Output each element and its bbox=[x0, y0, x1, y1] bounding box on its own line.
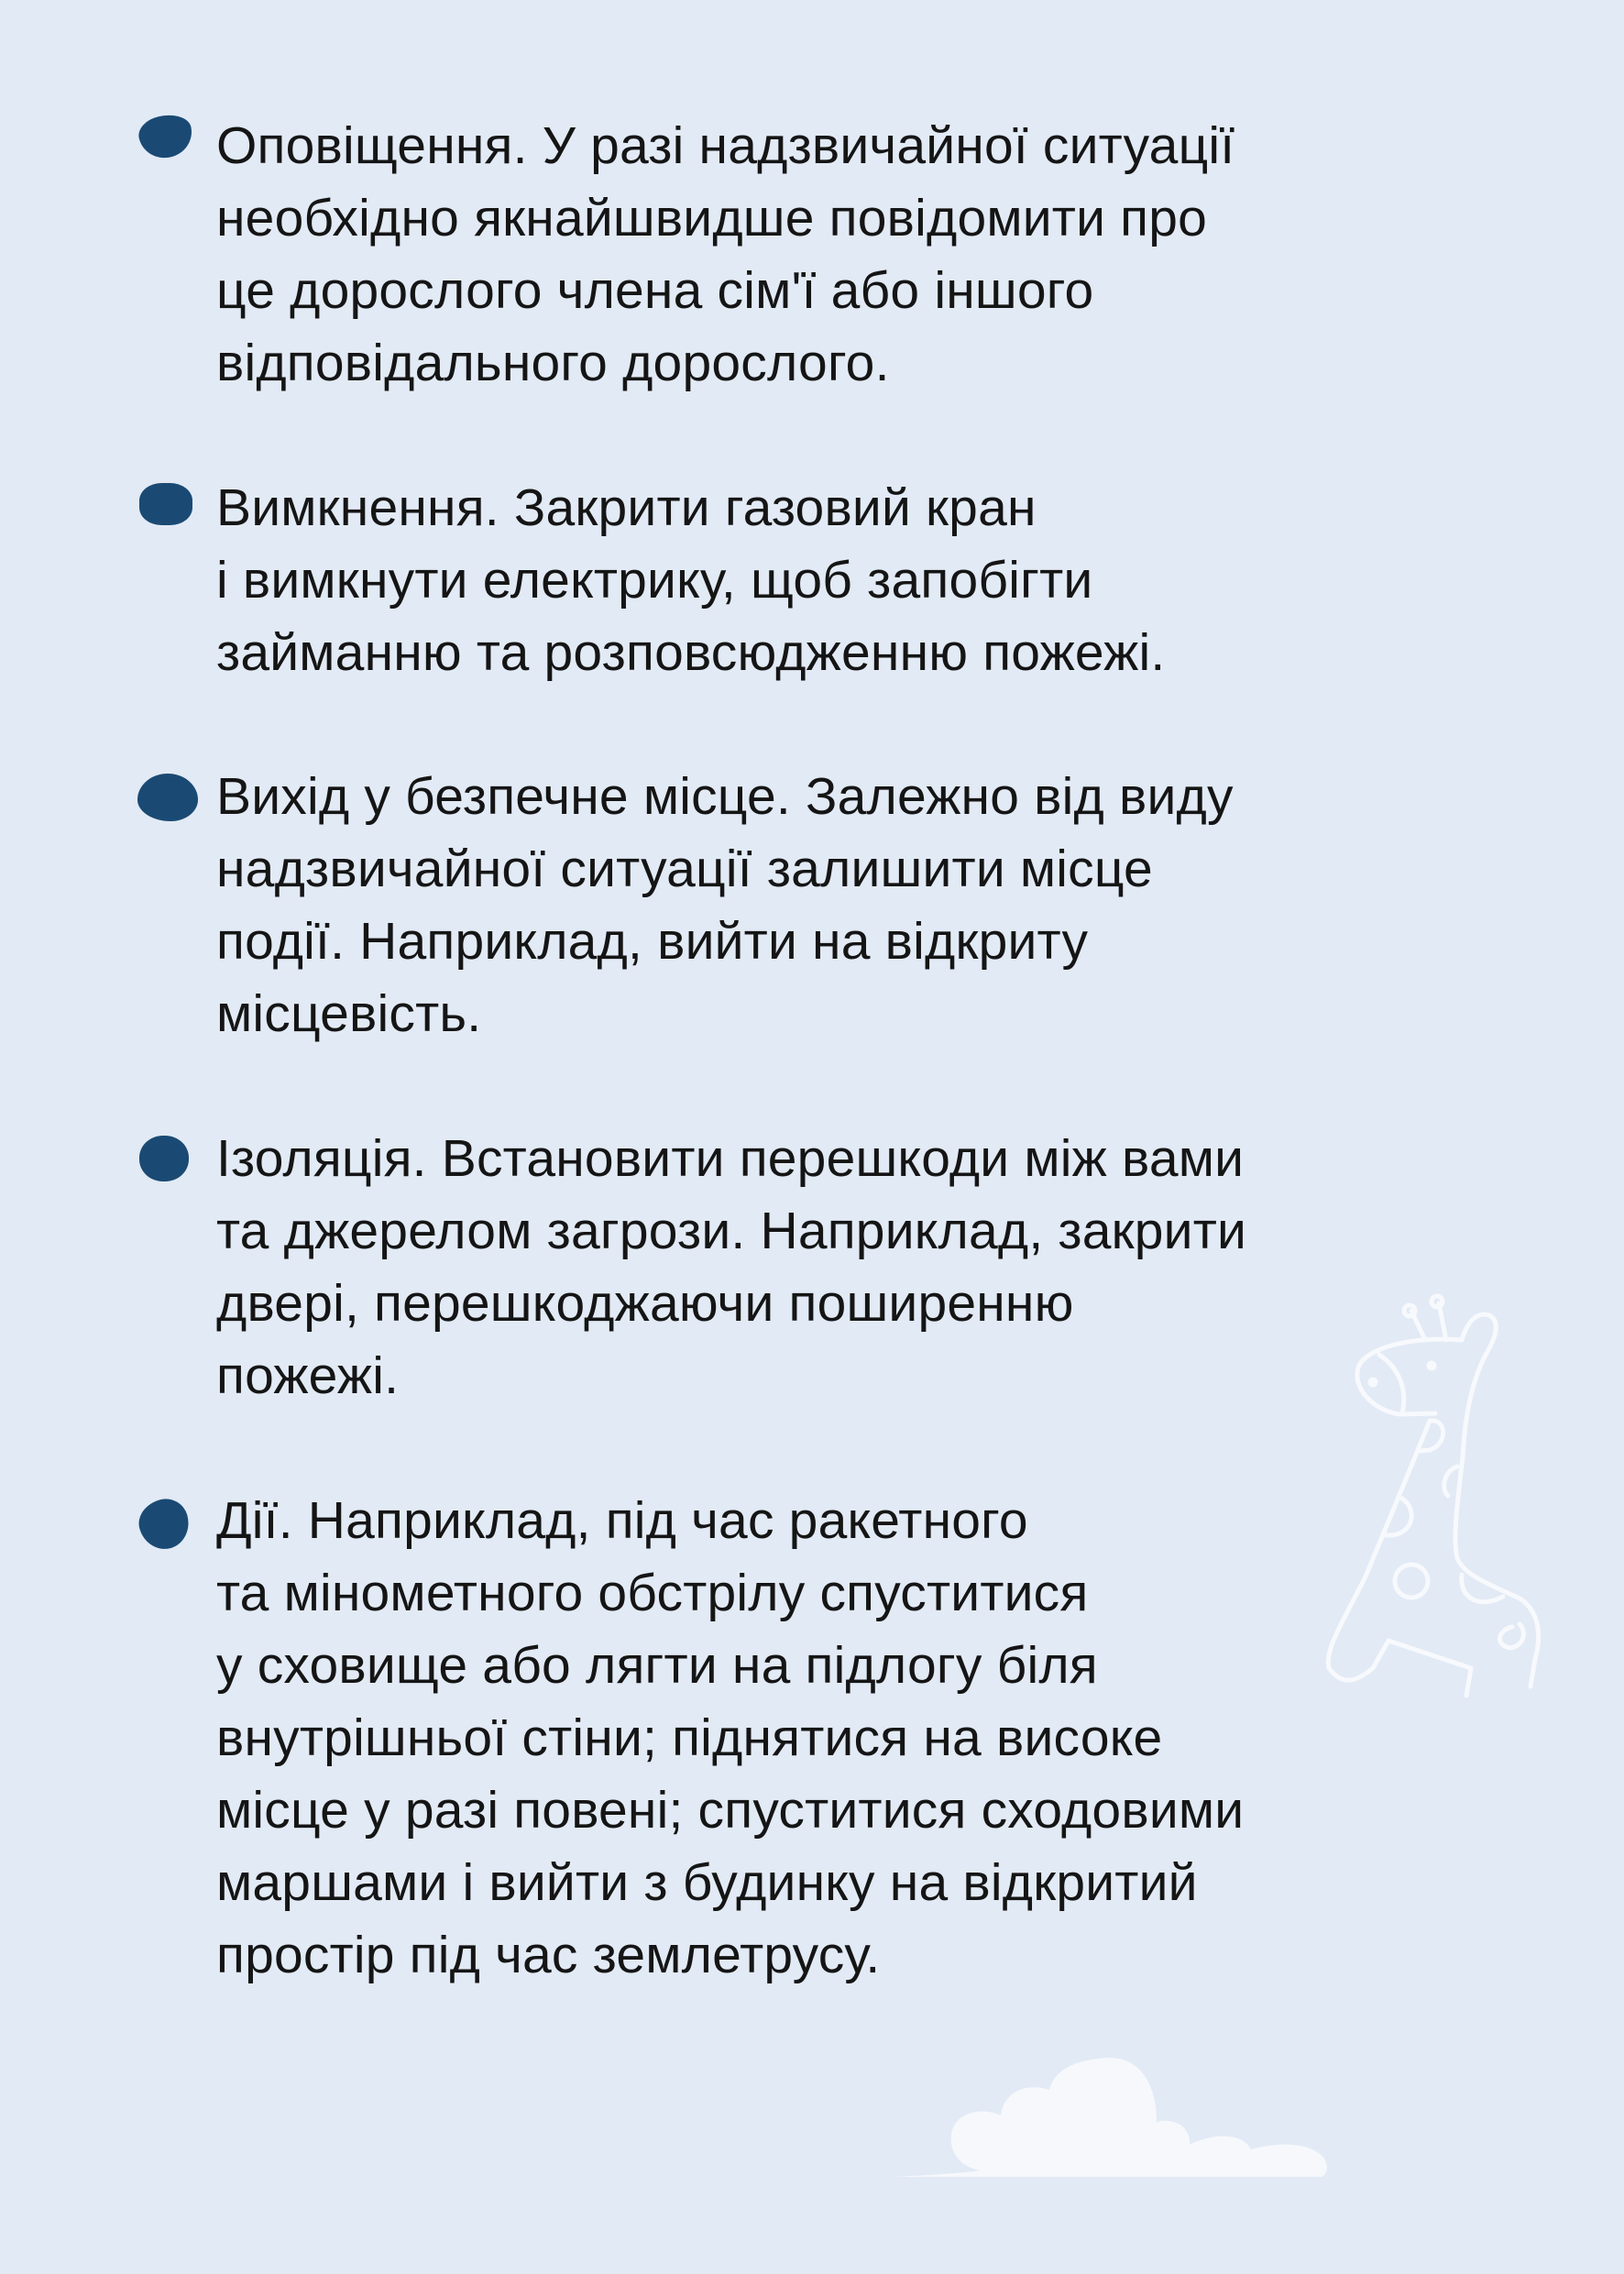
text-line: це дорослого члена сім'ї або іншого bbox=[216, 261, 1094, 320]
text-line: та джерелом загрози. Наприклад, закрити bbox=[216, 1202, 1247, 1260]
item-text bbox=[216, 1123, 1246, 1412]
bullet-icon bbox=[139, 1136, 189, 1181]
text-line: відповідального дорослого. bbox=[216, 334, 890, 392]
text-line: Вихід у безпечне місце. Залежно від виду bbox=[216, 767, 1234, 826]
giraffe-icon bbox=[1301, 1283, 1576, 1705]
item-text bbox=[216, 110, 1234, 400]
text-line: займанню та розповсюдженню пожежі. bbox=[216, 623, 1166, 682]
text-line: внутрішньої стіни; піднятися на високе bbox=[216, 1708, 1163, 1767]
bullet-icon bbox=[137, 774, 198, 821]
bullet-icon bbox=[134, 1494, 194, 1554]
item-text bbox=[216, 761, 1234, 1050]
text-line: маршами і вийти з будинку на відкритий bbox=[216, 1853, 1198, 1912]
text-line: Оповіщення. У разі надзвичайної ситуації bbox=[216, 116, 1235, 175]
text-line: місцевість. bbox=[216, 984, 482, 1043]
bullet-icon bbox=[136, 110, 196, 162]
text-line: двері, перешкоджаючи поширенню bbox=[216, 1274, 1074, 1333]
text-line: та мінометного обстрілу спуститися bbox=[216, 1564, 1089, 1622]
text-line: пожежі. bbox=[216, 1346, 400, 1405]
text-line: простір під час землетрусу. bbox=[216, 1926, 881, 1984]
text-line: Ізоляція. Встановити перешкоди між вами bbox=[216, 1129, 1245, 1188]
item-text bbox=[216, 472, 1165, 689]
text-line: у сховище або лягти на підлогу біля bbox=[216, 1636, 1098, 1695]
text-line: і вимкнути електрику, щоб запобігти bbox=[216, 551, 1093, 610]
text-line: події. Наприклад, вийти на відкриту bbox=[216, 912, 1089, 971]
text-line: Вимкнення. Закрити газовий кран bbox=[216, 478, 1037, 537]
cloud-icon bbox=[889, 2035, 1338, 2181]
text-line: надзвичайної ситуації залишити місце bbox=[216, 840, 1153, 898]
item-text bbox=[216, 1485, 1244, 1992]
text-line: місце у разі повені; спуститися сходовими bbox=[216, 1781, 1245, 1840]
bullet-icon bbox=[139, 483, 192, 525]
text-line: Дії. Наприклад, під час ракетного bbox=[216, 1491, 1028, 1550]
text-line: необхідно якнайшвидше повідомити про bbox=[216, 189, 1208, 247]
